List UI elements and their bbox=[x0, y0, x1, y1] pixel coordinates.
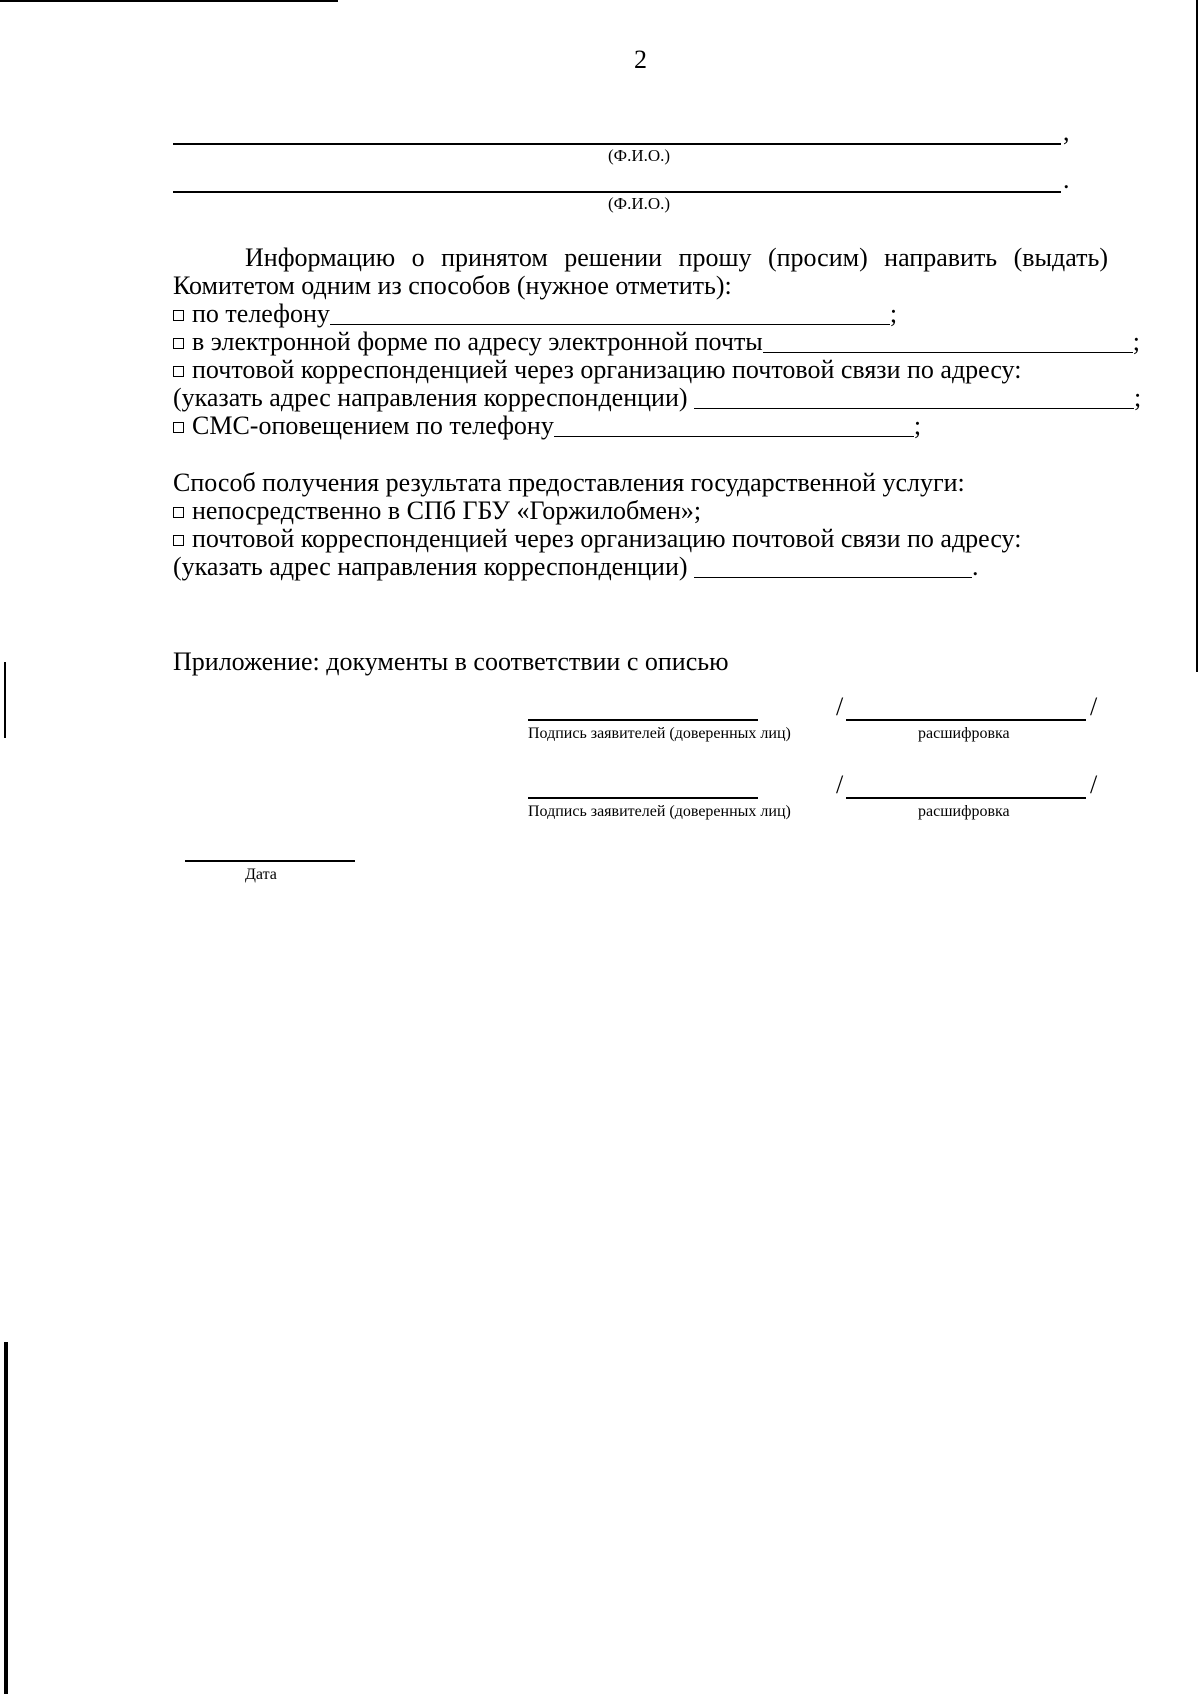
scan-edge-line-left bbox=[4, 662, 6, 738]
checkbox-icon[interactable] bbox=[173, 366, 184, 377]
scan-edge-line-top bbox=[0, 0, 338, 2]
fio-line-2 bbox=[173, 191, 1061, 193]
signature-slash-2b: / bbox=[1090, 770, 1098, 799]
result-method-heading: Способ получения результата предоставления государственной услуги: bbox=[173, 468, 965, 497]
info-request-line-1: Информацию о принятом решении прошу (просим) направить (выдать) bbox=[245, 243, 1108, 272]
result-option-direct: непосредственно в СПб ГБУ «Горжилобмен»; bbox=[173, 497, 701, 525]
result-option-post-address: (указать адрес направления корреспонденции) . bbox=[173, 552, 979, 581]
fio-caption-1: (Ф.И.О.) bbox=[608, 146, 671, 165]
post-address-blank bbox=[694, 386, 1134, 409]
signature-slash-1b: / bbox=[1090, 692, 1098, 721]
phone-blank bbox=[330, 302, 890, 325]
date-line[interactable] bbox=[185, 860, 355, 862]
signature-slash-1a: / bbox=[836, 692, 844, 721]
fio-line-2-period: . bbox=[1063, 165, 1070, 194]
signature-caption-2: Подпись заявителей (доверенных лиц) bbox=[528, 803, 791, 820]
checkbox-icon[interactable] bbox=[173, 535, 184, 546]
option-email: в электронной форме по адресу электронной почты ; bbox=[173, 328, 1140, 356]
fio-line-1 bbox=[173, 143, 1061, 145]
email-blank bbox=[763, 330, 1133, 353]
signature-caption-1: Подпись заявителей (доверенных лиц) bbox=[528, 725, 791, 742]
page-number: 2 bbox=[634, 45, 647, 74]
decoding-line-2[interactable] bbox=[846, 797, 1086, 799]
signature-line-1[interactable] bbox=[528, 719, 758, 721]
option-phone: по телефону ; bbox=[173, 300, 897, 328]
fio-caption-2: (Ф.И.О.) bbox=[608, 194, 671, 213]
decoding-line-1[interactable] bbox=[846, 719, 1086, 721]
option-sms: СМС-оповещением по телефону ; bbox=[173, 412, 921, 440]
result-address-blank bbox=[694, 555, 972, 578]
signature-line-2[interactable] bbox=[528, 797, 758, 799]
decoding-caption-1: расшифровка bbox=[918, 725, 1010, 742]
scan-edge-line-right bbox=[1196, 0, 1198, 672]
checkbox-icon[interactable] bbox=[173, 338, 184, 349]
attachment-note: Приложение: документы в соответствии с описью bbox=[173, 647, 729, 676]
checkbox-icon[interactable] bbox=[173, 310, 184, 321]
info-request-line-2: Комитетом одним из способов (нужное отметить): bbox=[173, 271, 732, 300]
fio-line-1-comma: , bbox=[1063, 117, 1070, 146]
checkbox-icon[interactable] bbox=[173, 422, 184, 433]
result-option-post: почтовой корреспонденцией через организацию почтовой связи по адресу: bbox=[173, 525, 1021, 553]
option-post: почтовой корреспонденцией через организацию почтовой связи по адресу: bbox=[173, 356, 1021, 384]
date-caption: Дата bbox=[245, 866, 277, 883]
decoding-caption-2: расшифровка bbox=[918, 803, 1010, 820]
checkbox-icon[interactable] bbox=[173, 507, 184, 518]
signature-slash-2a: / bbox=[836, 770, 844, 799]
sms-blank bbox=[554, 414, 914, 437]
option-post-address: (указать адрес направления корреспонденции) ; bbox=[173, 383, 1142, 412]
scan-edge-line-left-bottom bbox=[4, 1342, 8, 1694]
